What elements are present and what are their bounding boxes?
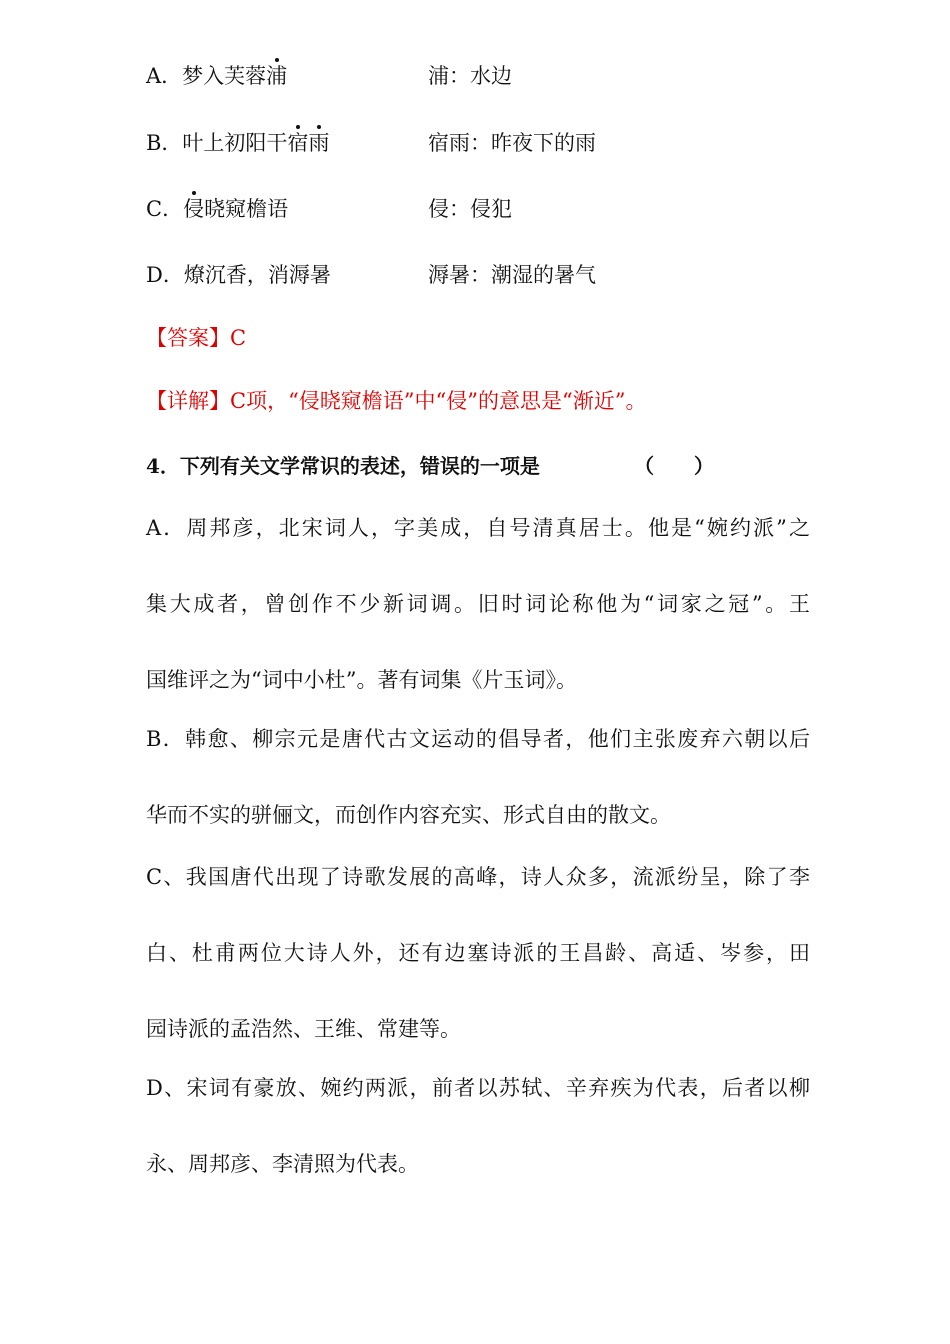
option-d-row <box>146 255 826 295</box>
paragraph-line: 华而不实的骈俪文，而创作内容充实、形式自由的散文。 <box>146 803 671 827</box>
option-d-text: D．燎沉香，消溽暑 <box>146 263 331 287</box>
explanation-text: 【详解】C项，“侵晓窥檐语”中“侵”的意思是“渐近”。 <box>146 389 647 413</box>
paragraph-line: 园诗派的孟浩然、王维、常建等。 <box>146 1017 461 1041</box>
option-c-text: C．侵晓窥檐语 <box>146 189 288 229</box>
option-a-gloss: 浦：水边 <box>428 64 512 88</box>
option-b-row <box>146 123 826 163</box>
question-4-title: 4．下列有关文学常识的表述，错误的一项是 <box>146 454 540 478</box>
option-a-row <box>146 56 826 96</box>
paragraph-line: D、宋词有豪放、婉约两派，前者以苏轼、辛弃疾为代表，后者以柳 <box>146 1076 810 1100</box>
option-b-gloss: 宿雨：昨夜下的雨 <box>428 131 596 155</box>
answer-label: 【答案】C <box>146 326 247 350</box>
paragraph-line: B．韩愈、柳宗元是唐代古文运动的倡导者，他们主张废弃六朝以后 <box>146 727 810 751</box>
question-4-option-c <box>146 857 810 1049</box>
question-4-option-b <box>146 719 810 835</box>
paragraph-line: 集大成者，曾创作不少新词调。旧时词论称他为“词家之冠”。王 <box>146 592 810 616</box>
paragraph-line: 国维评之为“词中小杜”。著有词集《片玉词》。 <box>146 668 577 692</box>
option-c-gloss: 侵：侵犯 <box>428 197 512 221</box>
option-c-row <box>146 189 826 229</box>
option-d-gloss: 溽暑：潮湿的暑气 <box>428 263 596 287</box>
option-b-text: B．叶上初阳干宿雨 <box>146 123 329 163</box>
paragraph-line: A．周邦彦，北宋词人，字美成，自号清真居士。他是“婉约派”之 <box>146 516 810 540</box>
question-4-option-d <box>146 1068 810 1184</box>
answer-blank: （ ） <box>634 454 714 478</box>
option-a-text: A．梦入芙蓉浦 <box>146 56 287 96</box>
paragraph-line: 永、周邦彦、李清照为代表。 <box>146 1152 419 1176</box>
paragraph-line: 白、杜甫两位大诗人外，还有边塞诗派的王昌龄、高适、岑参，田 <box>146 941 810 965</box>
paragraph-line: C、我国唐代出现了诗歌发展的高峰，诗人众多，流派纷呈，除了李 <box>146 865 810 889</box>
question-4-option-a <box>146 508 810 700</box>
